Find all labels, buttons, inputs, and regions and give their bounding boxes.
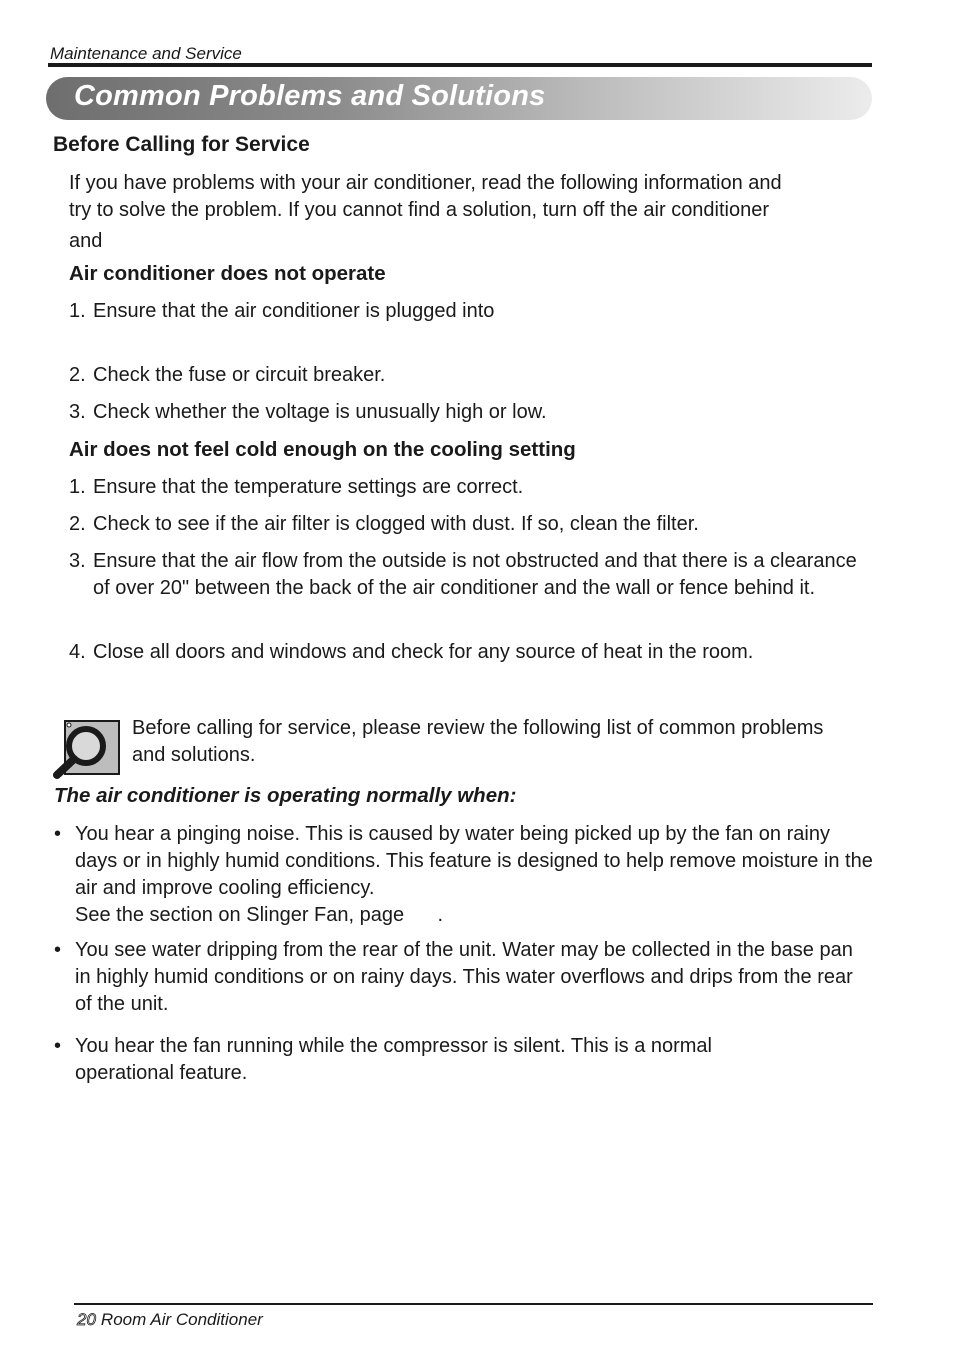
intro-paragraph (69, 170, 889, 255)
bullet-body: You hear a pinging noise. This is caused by water being picked up by the fan on rainy days or in highly humid conditions. This feature is designed to help remove moisture in the air and improve cooling efficiency. (75, 823, 873, 899)
before-calling-heading: Before Calling for Service (53, 133, 310, 156)
page-title: Common Problems and Solutions (74, 80, 546, 112)
bullet-item (54, 937, 864, 1018)
list-number: 1. (69, 300, 86, 322)
list-item (69, 298, 869, 325)
not-cold-heading: Air does not feel cold enough on the cooling setting (69, 438, 576, 461)
list-number: 3. (69, 550, 86, 572)
normal-operation-heading: The air conditioner is operating normally when: (54, 784, 517, 807)
list-number: 2. (69, 513, 86, 535)
list-text: Close all doors and windows and check for any source of heat in the room. (93, 641, 754, 663)
not-operate-heading: Air conditioner does not operate (69, 262, 386, 285)
list-item (69, 639, 869, 666)
footer-label: Room Air Conditioner (100, 1310, 263, 1329)
note-text: Before calling for service, please review the following list of common problems and solutions. (132, 717, 824, 766)
footer-rule (74, 1303, 873, 1305)
list-number: 1. (69, 476, 86, 498)
list-text: Check to see if the air filter is clogged with dust. If so, clean the filter. (93, 513, 699, 535)
bullet-item (54, 1033, 814, 1087)
list-text: Ensure that the temperature settings are correct. (93, 476, 524, 498)
bullet-dot: • (54, 939, 62, 961)
page-number: 20 (77, 1310, 96, 1329)
list-number: 3. (69, 401, 86, 423)
bullet-text: You see water dripping from the rear of the unit. Water may be collected in the base pan in highly humid conditions or on rainy days. This water overflows and drips from the rear of the unit. (75, 939, 853, 1015)
bullet-item (54, 821, 874, 929)
header-rule (48, 63, 872, 67)
intro-line-1: If you have problems with your air conditioner, read the following information and (69, 172, 782, 194)
list-item (69, 548, 859, 602)
bullet-text (75, 821, 874, 929)
list-item (69, 511, 869, 538)
bullet-text: You hear the fan running while the compressor is silent. This is a normal operational feature. (75, 1035, 713, 1084)
list-text: Check whether the voltage is unusually high or low. (93, 401, 547, 423)
bullet-dot: • (54, 823, 62, 845)
magnifier-icon (52, 718, 122, 780)
list-text: Ensure that the air flow from the outside is not obstructed and that there is a clearance of over 20" between the back of the air conditioner and the wall or fence behind it. (93, 550, 857, 599)
bullet-dot: • (54, 1035, 62, 1057)
list-number: 4. (69, 641, 86, 663)
footer (77, 1310, 263, 1330)
intro-line-2: try to solve the problem. If you cannot find a solution, turn off the air conditioner (69, 199, 770, 221)
list-item (69, 399, 869, 426)
list-number: 2. (69, 364, 86, 386)
list-item (69, 474, 869, 501)
bullet-extra: See the section on Slinger Fan, page . (75, 904, 444, 926)
list-text: Check the fuse or circuit breaker. (93, 364, 386, 386)
list-item (69, 362, 869, 389)
intro-line-3: and (69, 230, 103, 252)
section-label: Maintenance and Service (50, 44, 242, 63)
list-text: Ensure that the air conditioner is plugged into (93, 300, 495, 322)
